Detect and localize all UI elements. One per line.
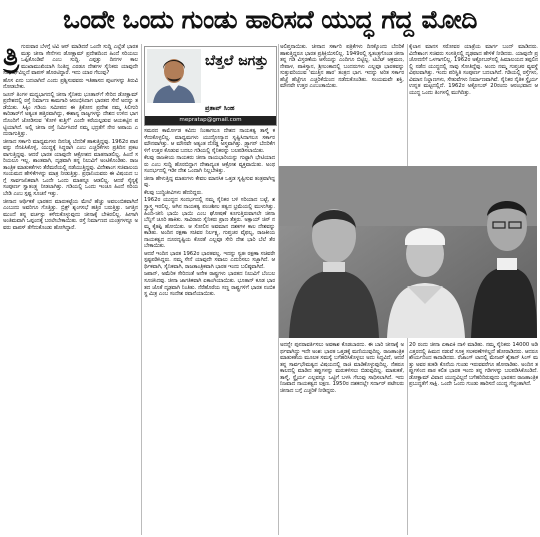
paragraph: ಕೆಲವು ಬುದ್ಧಿಜೀವಿಗಳು ಹೆದರಿದ್ದರು.	[144, 189, 203, 196]
paragraph: ಚೀನಾದ ಸರ್ಕಾರಿ ಮಾಧ್ಯಮಗಳು ದಿನನಿತ್ಯ ಬೆದರಿಕೆ ಹಾಕುತ್ತಿದ್ದವು. 1962ರ ಪಾಠವನ್ನು ನೆನಪಿಸಿಕೊಳ್ಳಿ, ಯುದ್ಧಕ್ಕೆ ಸಿದ್ಧರಾಗಿ ಎಂಬ ಎಚ್ಚರಿಕೆಗಳು ಪ್ರತಿದಿನ ಪ್ರಕಟವಾಗುತ್ತಿದ್ದವು. ಆದರೆ ಭಾರತ ಯಾವುದೇ ಆಕ್ರೋಶದ ಮಾತನಾಡಲಿಲ್ಲ, ಹಿಂದೆ ಸರಿಯಲೂ ಇಲ್ಲ. ಶಾಂತವಾಗಿ, ದೃಢವಾಗಿ ತನ್ನ ನಿಲುವಿಗೆ ಅಂಟಿಕೊಂಡಿತು. ರಾಜತಾಂತ್ರಿಕ ಮಾತುಕತೆಗಳು ತೆರೆಮರೆಯಲ್ಲಿ ನಡೆಯುತ್ತಿದ್ದವು. ವಿದೇಶಾಂಗ ಸಚಿವಾಲಯ ಸಂಯಮದ ಹೇಳಿಕೆಗಳನ್ನು ಮಾತ್ರ ನೀಡುತ್ತಿತ್ತು. ಪ್ರಧಾನಿಯವರು ಈ ವಿಷಯದ ಬಗ್ಗೆ ಸಾರ್ವಜನಿಕವಾಗಿ ಒಂದೇ ಒಂದು ಮಾತನ್ನೂ ಆಡಲಿಲ್ಲ. ಆದರೆ ಸೈನ್ಯಕ್ಕೆ ಸಂಪೂರ್ಣ ಸ್ವಾತಂತ್ರ್ಯ ನೀಡಲಾಗಿತ್ತು. ಗಡಿಯಲ್ಲಿ ಒಂದು ಇಂಚೂ ಹಿಂದೆ ಸರಿಯಬೇಡಿ ಎಂಬ ಸ್ಪಷ್ಟ ಸೂಚನೆ ಇತ್ತು.	[3, 138, 138, 198]
paragraph: 1962ರ ಯುದ್ಧದ ಸಂದರ್ಭದಲ್ಲಿ ನಮ್ಮ ಸೈನಿಕರ ಬಳಿ ಸರಿಯಾದ ಬಟ್ಟೆ, ಶಸ್ತ್ರಾಸ್ತ್ರ ಇರಲಿಲ್ಲ. ಆಗಿನ ನಾಯಕತ್ವ ಪಂಚಶೀಲ ತತ್ವದ ಭ್ರಮೆಯಲ್ಲಿ ಮುಳುಗಿತ್ತು. ಹಿಂದಿ-ಚೀನಿ ಭಾಯಿ ಭಾಯಿ ಎಂಬ ಘೋಷಣೆ ಕೂಗುತ್ತಿರುವಾಗಲೇ ಚೀನಾ ಬೆನ್ನಿಗೆ ಚೂರಿ ಹಾಕಿತು. ಸಾವಿರಾರು ಸೈನಿಕರು ಪ್ರಾಣ ತೆತ್ತರು. ಅಕ್ಸಾಯ್ ಚಿನ್ ನಮ್ಮ ಕೈತಪ್ಪಿ ಹೋಯಿತು. ಆ ಸೋಲಿನ ಅವಮಾನ ದಶಕಗಳ ಕಾಲ ದೇಶವನ್ನು ಕಾಡಿತು. ಅಂದಿನ ರಕ್ಷಣಾ ಸಚಿವರ ನಿರ್ಲಕ್ಷ್ಯ, ಗುಪ್ತಚರ ವೈಫಲ್ಯ, ರಾಜಕೀಯ ನಾಯಕತ್ವದ ದೂರದೃಷ್ಟಿಯ ಕೊರತೆ ಎಲ್ಲವೂ ಸೇರಿ ದೇಶ ಭಾರಿ ಬೆಲೆ ತೆರಬೇಕಾಯಿತು.	[144, 197, 275, 250]
paragraph: ಜಪಾನ್, ಅಮೆರಿಕ ಸೇರಿದಂತೆ ಅನೇಕ ರಾಷ್ಟ್ರಗಳು ಭಾರತದ ನಿಲುವಿಗೆ ಬೆಂಬಲ ಸೂಚಿಸಿದವು. ಚೀನಾ ಜಾಗತಿಕವಾಗಿ ಏಕಾಂಗಿಯಾಯಿತು. ಭೂತಾನ್ ಕೂಡ ಭಾರತದ ಜೊತೆ ದೃಢವಾಗಿ ನಿಂತಿತು. ನೆರೆಹೊರೆಯ ಸಣ್ಣ ರಾಷ್ಟ್ರಗಳಿಗೆ ಭಾರತ ನಂಬಿಕಸ್ಥ ಮಿತ್ರ ಎಂಬ ಸಂದೇಶ ರವಾನೆಯಾಯಿತು.	[144, 271, 275, 298]
paragraph: ಕೈಲಾಸ ಮಾನಸ ಸರೋವರ ಯಾತ್ರೆಯ ಮಾರ್ಗ ಬಂದ್ ಮಾಡಿದರು. ವಿದೇಶಾಂಗ ಸಚಿವರು ಸಂಸತ್ತಿನಲ್ಲಿ ದೃಢವಾದ ಹೇಳಿಕೆ ನೀಡಿದರು. ಯಾವುದೇ ಪ್ರಚೋದನೆಗೆ ಒಳಗಾಗಲಿಲ್ಲ. 1962ರ ಅಕ್ಟೋಬರ್‌ನಲ್ಲಿ ಹಿಮಾಲಯದ ತಪ್ಪಲಿನಲ್ಲಿ ನಡೆದ ಯುದ್ಧದಲ್ಲಿ ನಾವು ಸೋತಿದ್ದೆವು. ಅಂದು ನಮ್ಮ ಗುಪ್ತಚರ ವ್ಯವಸ್ಥೆ ವಿಫಲವಾಗಿತ್ತು. ಇಂದು ಪರಿಸ್ಥಿತಿ ಸಂಪೂರ್ಣ ಬದಲಾಗಿದೆ. ಗಡಿಯಲ್ಲಿ ರಸ್ತೆಗಳು, ವಿಮಾನ ನಿಲ್ದಾಣಗಳು, ಸೇತುವೆಗಳು ನಿರ್ಮಾಣವಾಗಿವೆ. ಸೈನಿಕರ ನೈತಿಕ ಸ್ಥೈರ್ಯ ಉನ್ನತ ಮಟ್ಟದಲ್ಲಿದೆ. 1962ರ ಅಕ್ಟೋಬರ್ 20ರಂದು ಆರಂಭವಾದ ಆ ಯುದ್ಧ ಒಂದು ತಿಂಗಳಲ್ಲಿ ಮುಗಿದಿತ್ತು.	[409, 44, 538, 96]
paragraph: ಜೂನ್ ತಿಂಗಳ ಮಧ್ಯಭಾಗದಲ್ಲಿ ಚೀನಾ ಸೈನಿಕರು ಭೂತಾನ್‌ಗೆ ಸೇರಿದ ಡೋಕ್ಲಾಮ್ ಪ್ರದೇಶದಲ್ಲಿ ರಸ್ತೆ ನಿರ್ಮಾಣ ಕಾಮಗಾರಿ ಆರಂಭಿಸಿದಾಗ ಭಾರತದ ಸೇನೆ ಅದನ್ನು ತಡೆಯಿತು. ಸಿಕ್ಕಿಂ ಗಡಿಯ ಸಮೀಪದ ಈ ತ್ರಿಕೋನ ಪ್ರದೇಶ ನಮ್ಮ ಸಿಲಿಗುರಿ ಕಾರಿಡಾರ್‌ಗೆ ಅತ್ಯಂತ ಹತ್ತಿರವಾಗಿದ್ದು, ಈಶಾನ್ಯ ರಾಜ್ಯಗಳನ್ನು ದೇಶದ ಉಳಿದ ಭಾಗದೊಂದಿಗೆ ಜೋಡಿಸುವ 'ಕೋಳಿ ಕುತ್ತಿಗೆ' ಎಂದೇ ಕರೆಯಲ್ಪಡುವ ಆಯಕಟ್ಟಿನ ಪಟ್ಟಿಯಾಗಿದೆ. ಅಲ್ಲಿ ಚೀನಾ ರಸ್ತೆ ನಿರ್ಮಿಸಿದರೆ ನಮ್ಮ ಭದ್ರತೆಗೆ ನೇರ ಅಪಾಯ ಎದುರಾಗುತ್ತಿತ್ತು.	[3, 91, 138, 138]
paragraph: ಕೆಲವು ರಾಜಕೀಯ ನಾಯಕರು ಚೀನಾ ರಾಯಭಾರಿಯನ್ನು ಗುಟ್ಟಾಗಿ ಭೇಟಿಯಾದರು ಎಂಬ ಸುದ್ದಿ ಹೊರಬಿದ್ದಾಗ ದೇಶಾದ್ಯಂತ ಆಕ್ರೋಶ ವ್ಯಕ್ತವಾಯಿತು. ಅಂಥ ಸಂದರ್ಭದಲ್ಲಿ ಇಡೀ ದೇಶ ಒಂದಾಗಿ ನಿಲ್ಲಬೇಕಿತ್ತು.	[144, 155, 275, 175]
column-title: ಬೆತ್ತಲೆ ಜಗತ್ತು	[205, 53, 269, 69]
paragraph: ಚೀನಾದ ಆರ್ಥಿಕತೆ ಭಾರತದ ಮಾರುಕಟ್ಟೆಯ ಮೇಲೆ ಹೆಚ್ಚು ಅವಲಂಬಿತವಾಗಿದೆ ಎಂಬುದು ಅವರಿಗೂ ಗೊತ್ತಿತ್ತು. ಬ್ರಿಕ್ಸ್ ಶೃಂಗಸಭೆ ಹತ್ತಿರ ಬರುತ್ತಿತ್ತು. ಜಗತ್ತಿನ ಮುಂದೆ ತನ್ನ ವರ್ಚಸ್ಸು ಕಳೆದುಕೊಳ್ಳುವುದು ಚೀನಾಕ್ಕೆ ಬೇಕಿರಲಿಲ್ಲ. ಹೀಗಾಗಿ ಅಂತಿಮವಾಗಿ ಒಪ್ಪಂದಕ್ಕೆ ಬರಲೇಬೇಕಾಯಿತು. ರಸ್ತೆ ನಿರ್ಮಾಣದ ಯಂತ್ರಗಳನ್ನೂ ಅವರು ವಾಪಸ್ ತೆಗೆದುಕೊಂಡು ಹೋಗಿದ್ದಾರೆ.	[3, 198, 138, 231]
author-email: mepratap@gmail.com	[145, 116, 276, 125]
column-divider	[141, 44, 142, 535]
author-name: ಪ್ರತಾಪ್ ಸಿಂಹ	[205, 104, 235, 112]
paragraph: ಸಮರದ ಕಾರ್ಮೋಡ ಕವಿದು ನಿಂತಾಗಲೂ ದೇಶದ ನಾಯಕತ್ವ ತಾಳ್ಮೆ ಕಳೆದುಕೊಳ್ಳಲಿಲ್ಲ. ಮಾಧ್ಯಮಗಳು ಯುದ್ಧೋನ್ಮಾದ ಸೃಷ್ಟಿಸಿದಾಗಲೂ ಸರ್ಕಾರ ಮೌನವಾಗಿತ್ತು. ಆ ಮೌನವೇ ಅತ್ಯಂತ ದೊಡ್ಡ ಅಸ್ತ್ರವಾಗಿತ್ತು. ಡ್ರ್ಯಾಗನ್ ಬೆದರಿಕೆಗಳಿಗೆ ಉತ್ತರ ಕೊಡುವ ಬದಲು ಗಡಿಯಲ್ಲಿ ಸೈನಿಕರನ್ನು ಬಲಪಡಿಸಲಾಯಿತು.	[144, 128, 275, 154]
headline: ಒಂದೇ ಒಂದು ಗುಂಡು ಹಾರಿಸದೆ ಯುದ್ಧ ಗೆದ್ದ ಮೋದಿ	[63, 5, 477, 34]
historical-photo	[279, 166, 537, 338]
drop-cap: ತ್ರಿ	[3, 44, 20, 72]
paragraph: ಅಲಿಪ್ತನಾಯಿತು. ಚೀನಾದ ಸರ್ಕಾರಿ ಪತ್ರಿಕೆಗಳು ದಿನಕ್ಕೊಂದು ಬೆದರಿಕೆ ಹಾಕುತ್ತಿದ್ದರೂ ಭಾರತ ಪ್ರತಿಕ್ರಿಯಿಸಲಿಲ್ಲ. 1949ರಲ್ಲಿ ಸ್ವತಂತ್ರಗೊಂಡ ಚೀನಾ ತನ್ನ ಗಡಿ ವಿಸ್ತರಣೆಯ ಆಸೆಯನ್ನು ಎಂದಿಗೂ ಬಿಟ್ಟಿಲ್ಲ. ಟಿಬೆಟ್ ಆಕ್ರಮಣ, ನೇಪಾಳ, ಪಾಕಿಸ್ತಾನ, ಶ್ರೀಲಂಕಾದಲ್ಲಿ ಬಂದರುಗಳು ಎಲ್ಲವೂ ಭಾರತವನ್ನು ಸುತ್ತುವರಿಯುವ 'ಮುತ್ತಿನ ಹಾರ' ತಂತ್ರದ ಭಾಗ. ಇದನ್ನು ಅರಿತ ಸರ್ಕಾರ ಹೆಜ್ಜೆ ಹೆಜ್ಜೆಗೂ ಎಚ್ಚರಿಕೆಯಿಂದ ನಡೆದುಕೊಂಡಿತು. ಸಂಯಮವೇ ಶಕ್ತಿ, ಮೌನವೇ ಉತ್ತರ ಎಂಬಂತಾಯಿತು.	[280, 44, 404, 90]
paragraph: ಅದನ್ನೇ ಪುನರಾವರ್ತಿಸಲು ಅವಕಾಶ ಕೊಡಬಾರದು. ಈ ಬಾರಿ ಚೀನಾಕ್ಕೆ ಅರ್ಥವಾಗಿದ್ದು ಇದೇ ಅಂಶ: ಭಾರತ ಒತ್ತಡಕ್ಕೆ ಮಣಿಯುವುದಿಲ್ಲ. ರಾಜತಾಂತ್ರಿಕ ಮಾತುಕತೆಯ ಮೂಲಕ ಸಮಸ್ಯೆ ಬಗೆಹರಿಸಿಕೊಳ್ಳಲು ಅದು ಸಿದ್ಧವಿದೆ, ಆದರೆ ತನ್ನ ಸಾರ್ವಭೌಮತ್ವದ ವಿಷಯದಲ್ಲಿ ರಾಜಿ ಮಾಡಿಕೊಳ್ಳುವುದಿಲ್ಲ. ನೆಹರೂ ಕಾಲದಲ್ಲಿ ಮಾಡಿದ ತಪ್ಪುಗಳನ್ನು ಮರುಕಳಿಸಲು ಬಿಡುವುದಿಲ್ಲ. ಮಾತುಕತೆ, ತಾಳ್ಮೆ, ಸ್ಥೈರ್ಯ ಎಲ್ಲವನ್ನೂ ಒಟ್ಟಿಗೆ ಬಳಸಿ ಗೆಲುವು ಸಾಧಿಸಲಾಗಿದೆ. ಇದು ನಿಜವಾದ ನಾಯಕತ್ವದ ಲಕ್ಷಣ. 1950ರ ದಶಕದಲ್ಲೇ ಸರ್ದಾರ್ ಪಟೇಲರು ಚೀನಾದ ಬಗ್ಗೆ ಎಚ್ಚರಿಕೆ ನೀಡಿದ್ದರು.	[280, 342, 404, 394]
article-column-2	[144, 44, 275, 535]
paragraph: 20 ರಂದು ಚೀನಾ ಏಕಾಏಕಿ ದಾಳಿ ಮಾಡಿತು. ನಮ್ಮ ಸೈನಿಕರು 14000 ಅಡಿ ಎತ್ತರದಲ್ಲಿ ಹಿಮದ ನಡುವೆ ಸೂಕ್ತ ಸಲಕರಣೆಗಳಿಲ್ಲದೆ ಹೋರಾಡಿದರು. ಆದರೂ ಶೌರ್ಯದಿಂದ ಕಾದಾಡಿದರು. ರೆಜಾಂಗ್ ಲಾದಲ್ಲಿ ಮೇಜರ್ ಶೈತಾನ್ ಸಿಂಗ್ ಮತ್ತು ಅವರ ತುಕಡಿ ಕೊನೆಯ ಗುಂಡು ಇರುವವರೆಗೂ ಹೋರಾಡಿತು. ಅಂದಿನ ತಪ್ಪುಗಳಿಂದ ಪಾಠ ಕಲಿತ ಭಾರತ ಇಂದು ತನ್ನ ಗಡಿಗಳನ್ನು ಬಲಪಡಿಸಿಕೊಂಡಿದೆ. ಡೋಕ್ಲಾಮ್ ವಿವಾದ ಯುದ್ಧವಿಲ್ಲದೆ ಬಗೆಹರಿದಿರುವುದು ಭಾರತದ ರಾಜತಾಂತ್ರಿಕ ಪ್ರಬುದ್ಧತೆಗೆ ಸಾಕ್ಷಿ. ಒಂದೇ ಒಂದು ಗುಂಡು ಹಾರಿಸದೆ ಯುದ್ಧ ಗೆದ್ದಂತಾಗಿದೆ.	[409, 342, 538, 388]
paragraph: ಆದರೆ ಇಂದಿನ ಭಾರತ 1962ರ ಭಾರತವಲ್ಲ. ಇದನ್ನು ಸ್ವತಃ ರಕ್ಷಣಾ ಸಚಿವರೇ ಸ್ಪಷ್ಟಪಡಿಸಿದ್ದರು. ನಮ್ಮ ಸೇನೆ ಯಾವುದೇ ಸವಾಲು ಎದುರಿಸಲು ಸಜ್ಜಾಗಿದೆ. ಆರ್ಥಿಕವಾಗಿ, ಸೈನಿಕವಾಗಿ, ರಾಜತಾಂತ್ರಿಕವಾಗಿ ಭಾರತ ಇಂದು ಬಲಿಷ್ಠವಾಗಿದೆ.	[144, 250, 275, 270]
paragraph: ಹೊಸ ಏನು ಬದಲಾಗಿದೆ ಎಂದು ಪ್ರಶ್ನಿಸುವವರು ಇತಿಹಾಸದ ಪುಟಗಳನ್ನು ತಿರುವಿ ನೋಡಬೇಕು.	[3, 77, 138, 91]
paragraph: ಚೀನಾ ಹೇಳುತ್ತಿದ್ದ ಮಾತುಗಳು ಕೇವಲ ಮಾನಸಿಕ ಒತ್ತಡ ಸೃಷ್ಟಿಸುವ ತಂತ್ರವಾಗಿದ್ದವು.	[144, 175, 275, 189]
paragraph: ಗುರುವಾರ ಬೆಳಗ್ಗೆ ಟಿವಿ ಆನ್ ಮಾಡಿದರೆ ಒಂದೇ ಸುದ್ದಿ ಎಲ್ಲೆಡೆ ಭಾರತ ಮತ್ತು ಚೀನಾ ಸೇನೆಗಳು ಡೋಕ್ಲಾಮ್ ಪ್ರದೇಶದಿಂದ ಹಿಂದೆ ಸರಿಯಲು ಒಪ್ಪಿಕೊಂಡಿವೆ ಎಂಬ ಸುದ್ದಿ. ಎಪ್ಪತ್ತು ದಿನಗಳ ಕಾಲ ಮುಖಾಮುಖಿಯಾಗಿ ನಿಂತಿದ್ದ ಎರಡೂ ದೇಶಗಳ ಸೈನಿಕರು ಯಾವುದೇ ಸಂಘರ್ಷವಿಲ್ಲದೆ ವಾಪಸ್ ಹೊರಟಿದ್ದಾರೆ. ಇದು ಯಾರ ಗೆಲುವು?	[3, 44, 138, 77]
article-column-1	[3, 44, 138, 535]
